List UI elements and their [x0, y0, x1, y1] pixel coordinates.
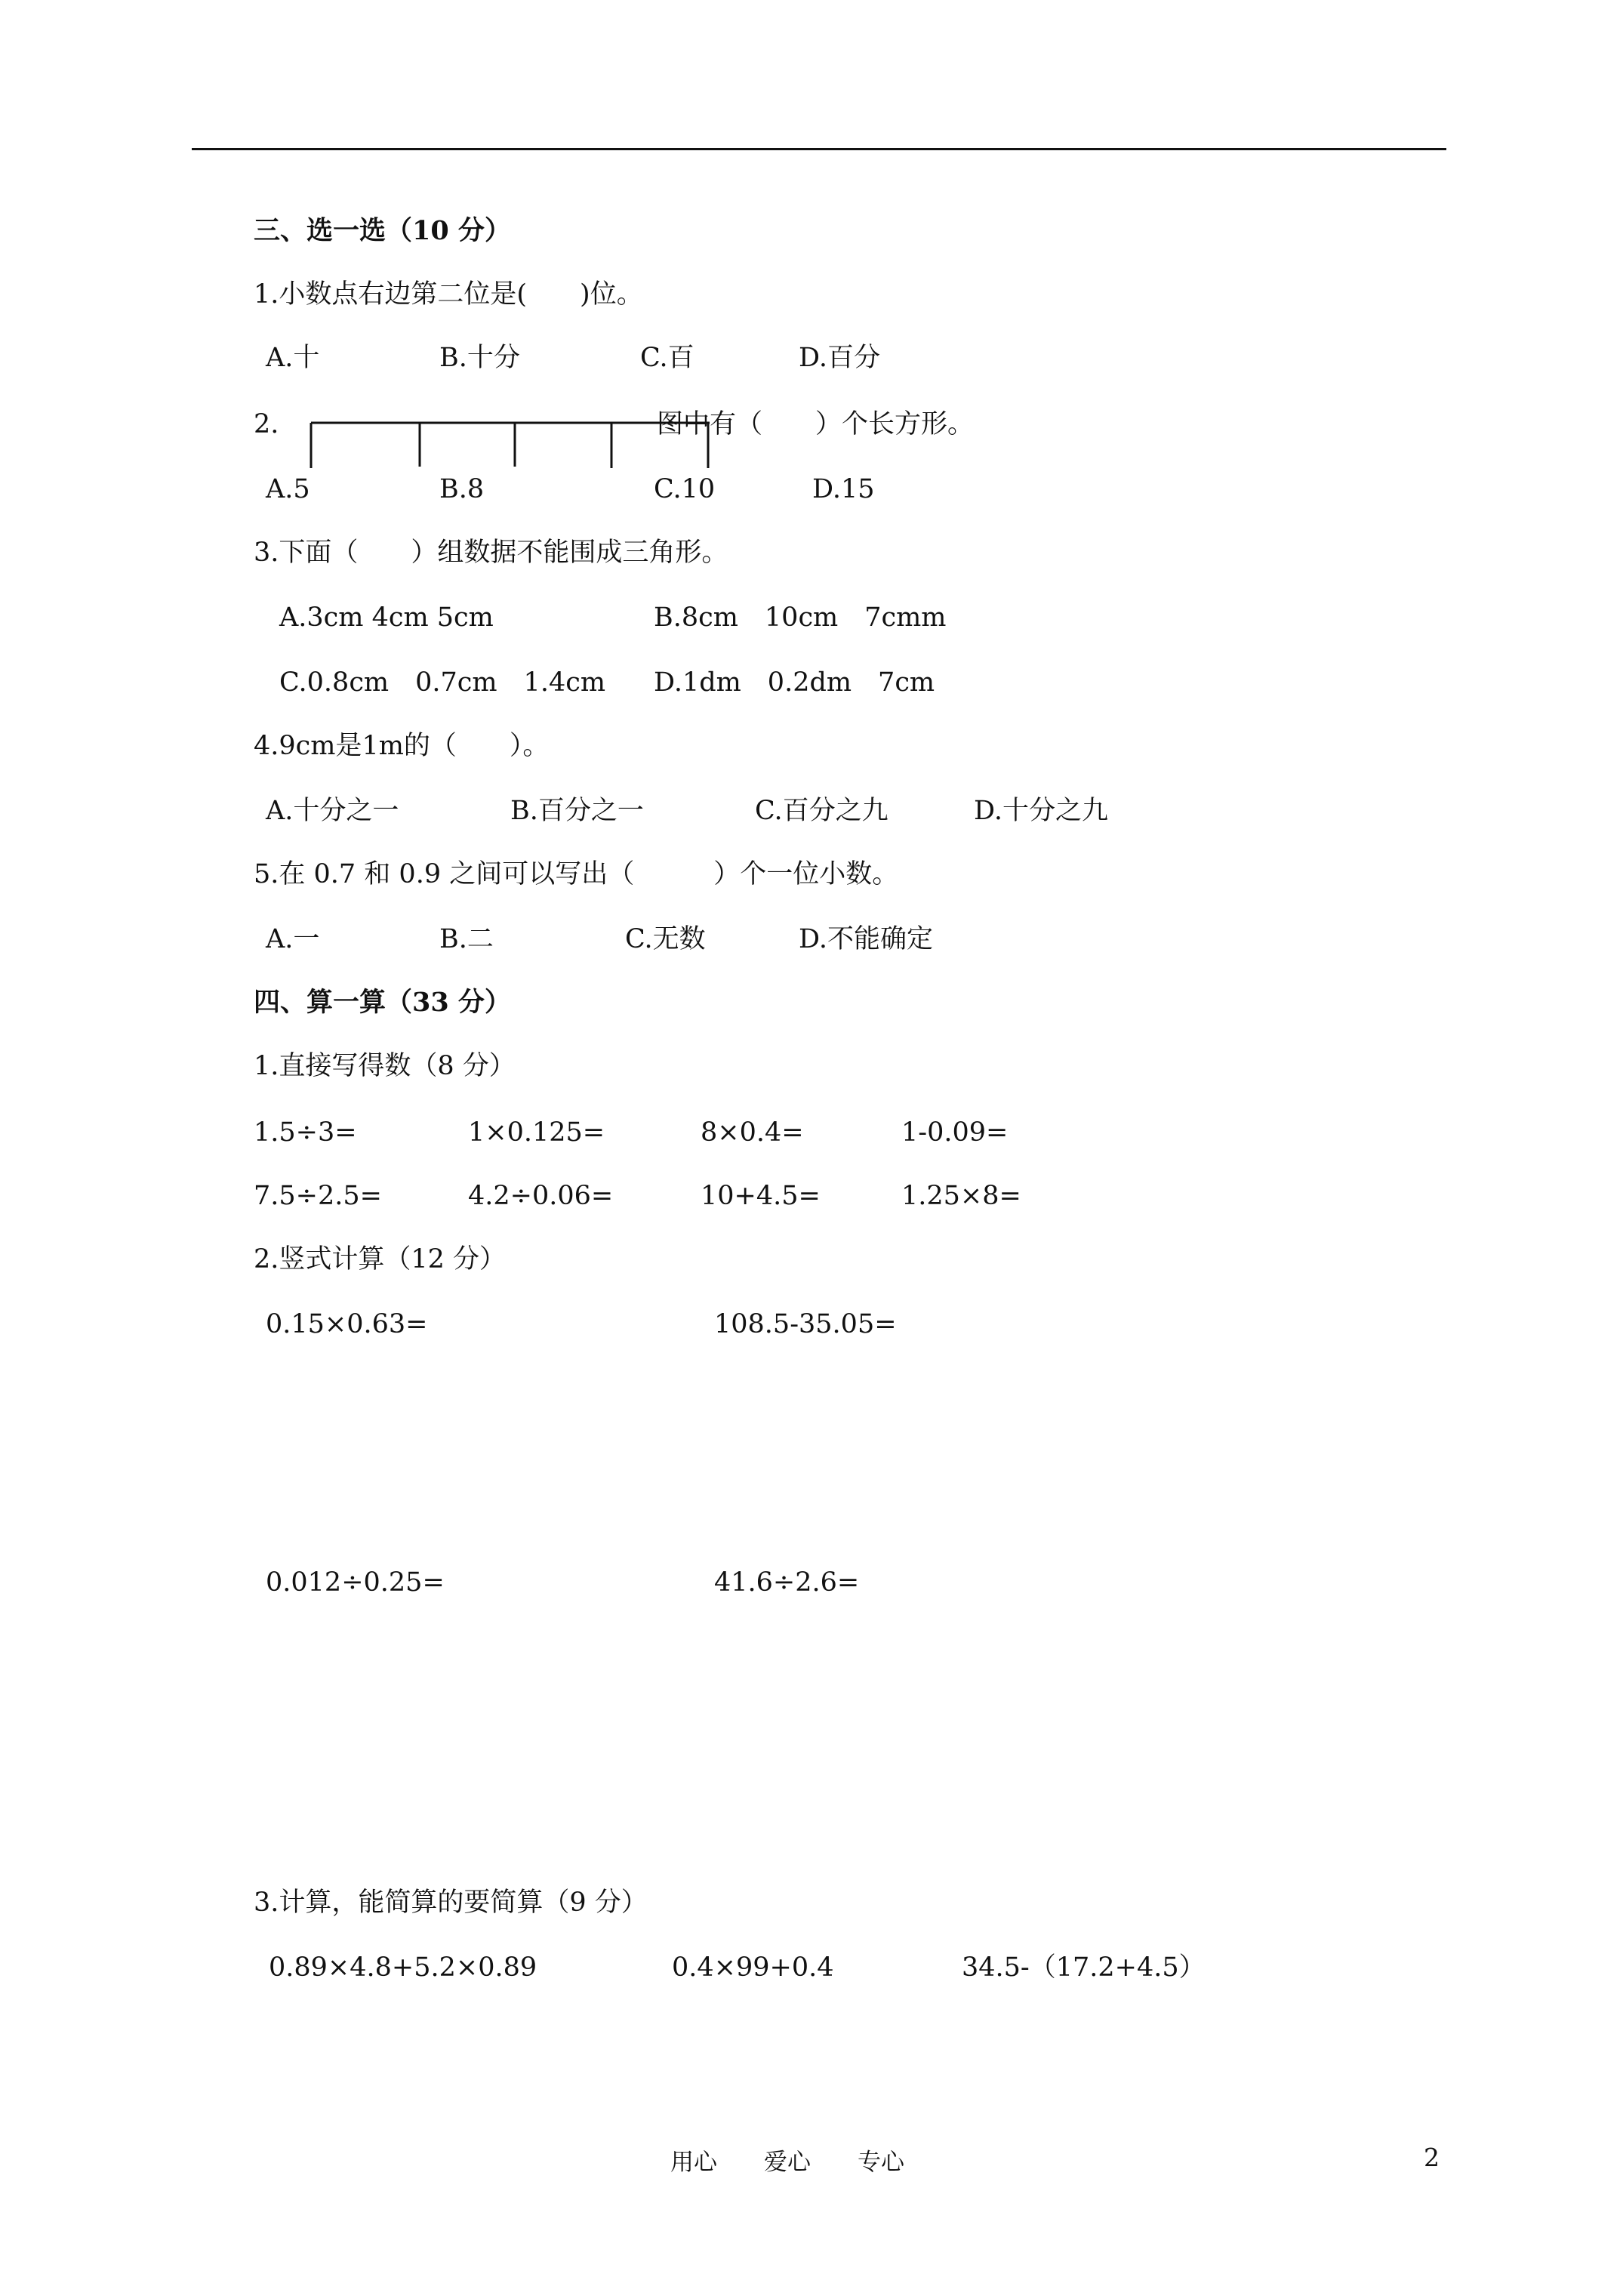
q3-option-a: A.3cm 4cm 5cm — [279, 603, 494, 633]
oral-calc-item: 1.25×8= — [901, 1181, 1021, 1211]
oral-calc-item: 1-0.09= — [901, 1117, 1009, 1148]
q5-option-b: B.二 — [439, 924, 494, 954]
q3-option-c: C.0.8cm 0.7cm 1.4cm — [279, 667, 606, 698]
q1-option-b: B.十分 — [439, 343, 520, 373]
q1-option-c: C.百 — [640, 343, 694, 373]
q1-option-a: A.十 — [266, 343, 320, 373]
part1-title: 1.直接写得数（8 分） — [254, 1051, 516, 1081]
q2-option-b: B.8 — [439, 474, 485, 504]
oral-calc-item: 7.5÷2.5= — [254, 1181, 382, 1211]
q1-stem: 1.小数点右边第二位是( )位。 — [254, 279, 643, 310]
section-3-title: 三、选一选（10 分） — [254, 215, 511, 246]
q5-stem: 5.在 0.7 和 0.9 之间可以写出（ ）个一位小数。 — [254, 859, 899, 889]
q2-stem: 图中有（ ）个长方形。 — [657, 409, 975, 439]
q2-option-a: A.5 — [266, 474, 310, 504]
q4-option-b: B.百分之一 — [510, 796, 644, 826]
q4-option-c: C.百分之九 — [755, 796, 888, 826]
simplify-calc-item: 0.89×4.8+5.2×0.89 — [269, 1952, 537, 1983]
section-4-title: 四、算一算（33 分） — [254, 987, 511, 1018]
simplify-calc-item: 34.5-（17.2+4.5） — [962, 1952, 1206, 1983]
q4-stem: 4.9cm是1m的（ ）。 — [254, 731, 550, 761]
part3-title: 3.计算，能简算的要简算（9 分） — [254, 1888, 648, 1918]
vertical-calc-item: 0.012÷0.25= — [266, 1567, 445, 1598]
q3-option-b: B.8cm 10cm 7cmm — [654, 603, 947, 633]
q5-option-c: C.无数 — [625, 924, 706, 954]
q4-option-d: D.十分之九 — [974, 796, 1108, 826]
q4-option-a: A.十分之一 — [266, 796, 399, 826]
q5-option-d: D.不能确定 — [799, 924, 933, 954]
oral-calc-item: 1×0.125= — [468, 1117, 605, 1148]
vertical-calc-item: 108.5-35.05= — [714, 1309, 897, 1339]
q2-number: 2. — [254, 409, 279, 439]
oral-calc-item: 10+4.5= — [701, 1181, 821, 1211]
footer-text: 用心 爱心 专心 — [670, 2149, 904, 2176]
vertical-calc-item: 0.15×0.63= — [266, 1309, 428, 1339]
q2-option-c: C.10 — [654, 474, 716, 504]
q2-option-d: D.15 — [812, 474, 875, 504]
q3-option-d: D.1dm 0.2dm 7cm — [654, 667, 935, 698]
vertical-calc-item: 41.6÷2.6= — [714, 1567, 860, 1598]
simplify-calc-item: 0.4×99+0.4 — [672, 1952, 834, 1983]
oral-calc-item: 8×0.4= — [701, 1117, 804, 1148]
header-rule — [192, 148, 1446, 150]
q5-option-a: A.一 — [266, 924, 320, 954]
q3-stem: 3.下面（ ）组数据不能围成三角形。 — [254, 538, 728, 568]
oral-calc-item: 4.2÷0.06= — [468, 1181, 614, 1211]
q1-option-d: D.百分 — [799, 343, 880, 373]
page-number: 2 — [1424, 2143, 1440, 2172]
part2-title: 2.竖式计算（12 分） — [254, 1244, 507, 1274]
oral-calc-item: 1.5÷3= — [254, 1117, 357, 1148]
